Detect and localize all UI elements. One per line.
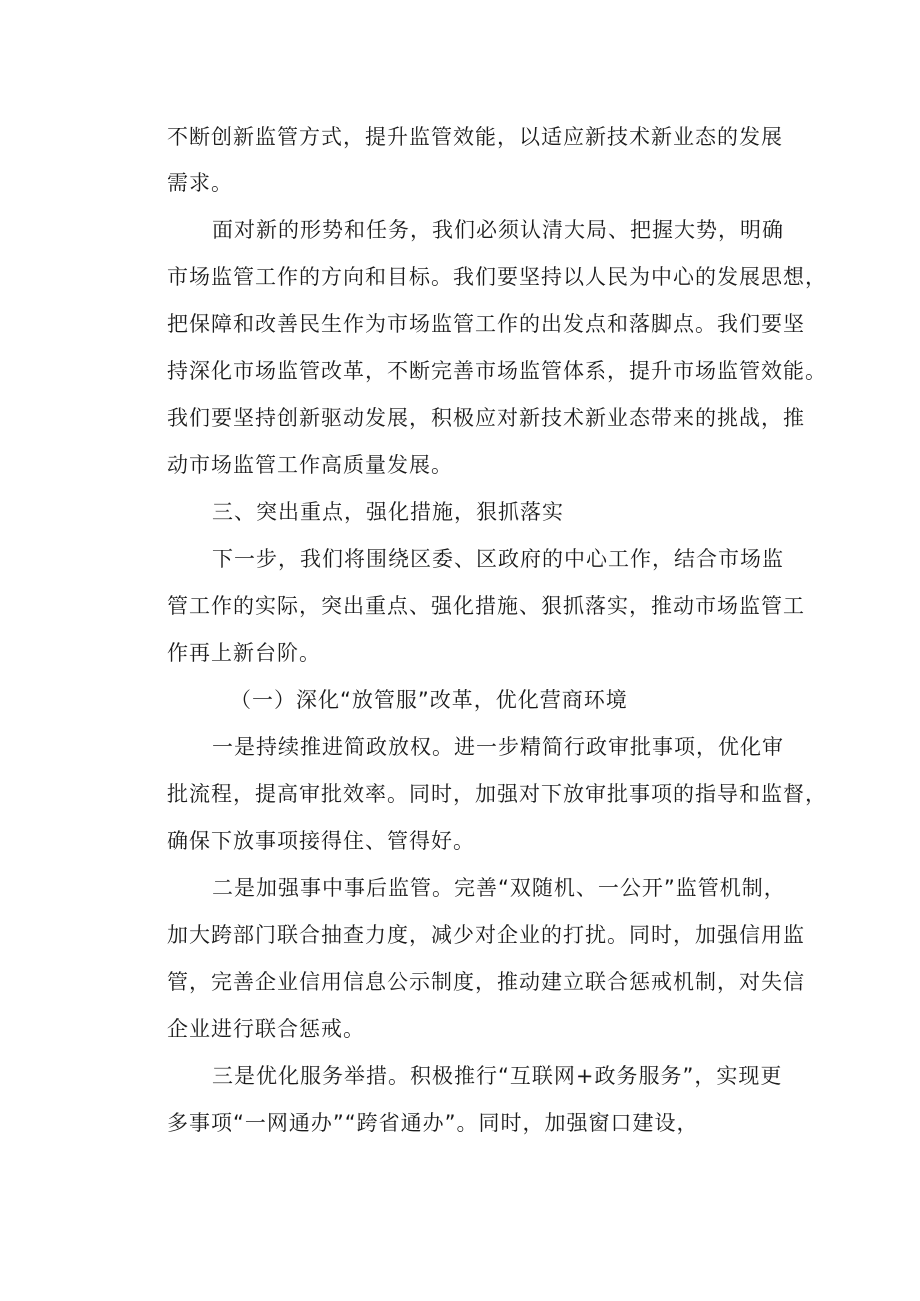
body-text-line: 批流程，提高审批效率。同时，加强对下放审批事项的指导和监督， [167, 782, 827, 806]
body-text-line: 持深化市场监管改革，不断完善市场监管体系，提升市场监管效能。 [167, 359, 827, 383]
body-text-line: 面对新的形势和任务，我们必须认清大局、把握大势，明确 [212, 218, 784, 242]
body-text-line: 二是加强事中事后监管。完善“双随机、一公开”监管机制， [212, 876, 786, 900]
body-text-line: 下一步，我们将围绕区委、区政府的中心工作，结合市场监 [212, 547, 784, 571]
body-text-line: 把保障和改善民生作为市场监管工作的出发点和落脚点。我们要坚 [167, 312, 805, 336]
body-text-line: 我们要坚持创新驱动发展，积极应对新技术新业态带来的挑战，推 [167, 406, 805, 430]
body-text-line: 管工作的实际，突出重点、强化措施、狠抓落实，推动市场监管工 [167, 594, 805, 618]
body-text-line: 作再上新台阶。 [167, 641, 321, 665]
body-text-line: 确保下放事项接得住、管得好。 [167, 829, 475, 853]
body-text-line: 一是持续推进简政放权。进一步精简行政审批事项，优化审 [212, 735, 784, 759]
body-text-line: 管，完善企业信用信息公示制度，推动建立联合惩戒机制，对失信 [167, 970, 805, 994]
section-heading: 三、突出重点，强化措施，狠抓落实 [212, 500, 564, 524]
body-text-line: 企业进行联合惩戒。 [167, 1017, 365, 1041]
body-text-line: 市场监管工作的方向和目标。我们要坚持以人民为中心的发展思想， [167, 265, 827, 289]
subsection-heading: （一）深化“放管服”改革，优化营商环境 [230, 688, 628, 712]
body-text-line: 需求。 [167, 171, 233, 195]
body-text-line: 加大跨部门联合抽查力度，减少对企业的打扰。同时，加强信用监 [167, 923, 805, 947]
body-text-line: 多事项“一网通办”“跨省通办”。同时，加强窗口建设， [167, 1111, 699, 1135]
body-text-line: 三是优化服务举措。积极推行“互联网+政务服务”，实现更 [212, 1064, 783, 1088]
body-text-line: 不断创新监管方式，提升监管效能，以适应新技术新业态的发展 [167, 125, 783, 149]
body-text-line: 动市场监管工作高质量发展。 [167, 453, 453, 477]
